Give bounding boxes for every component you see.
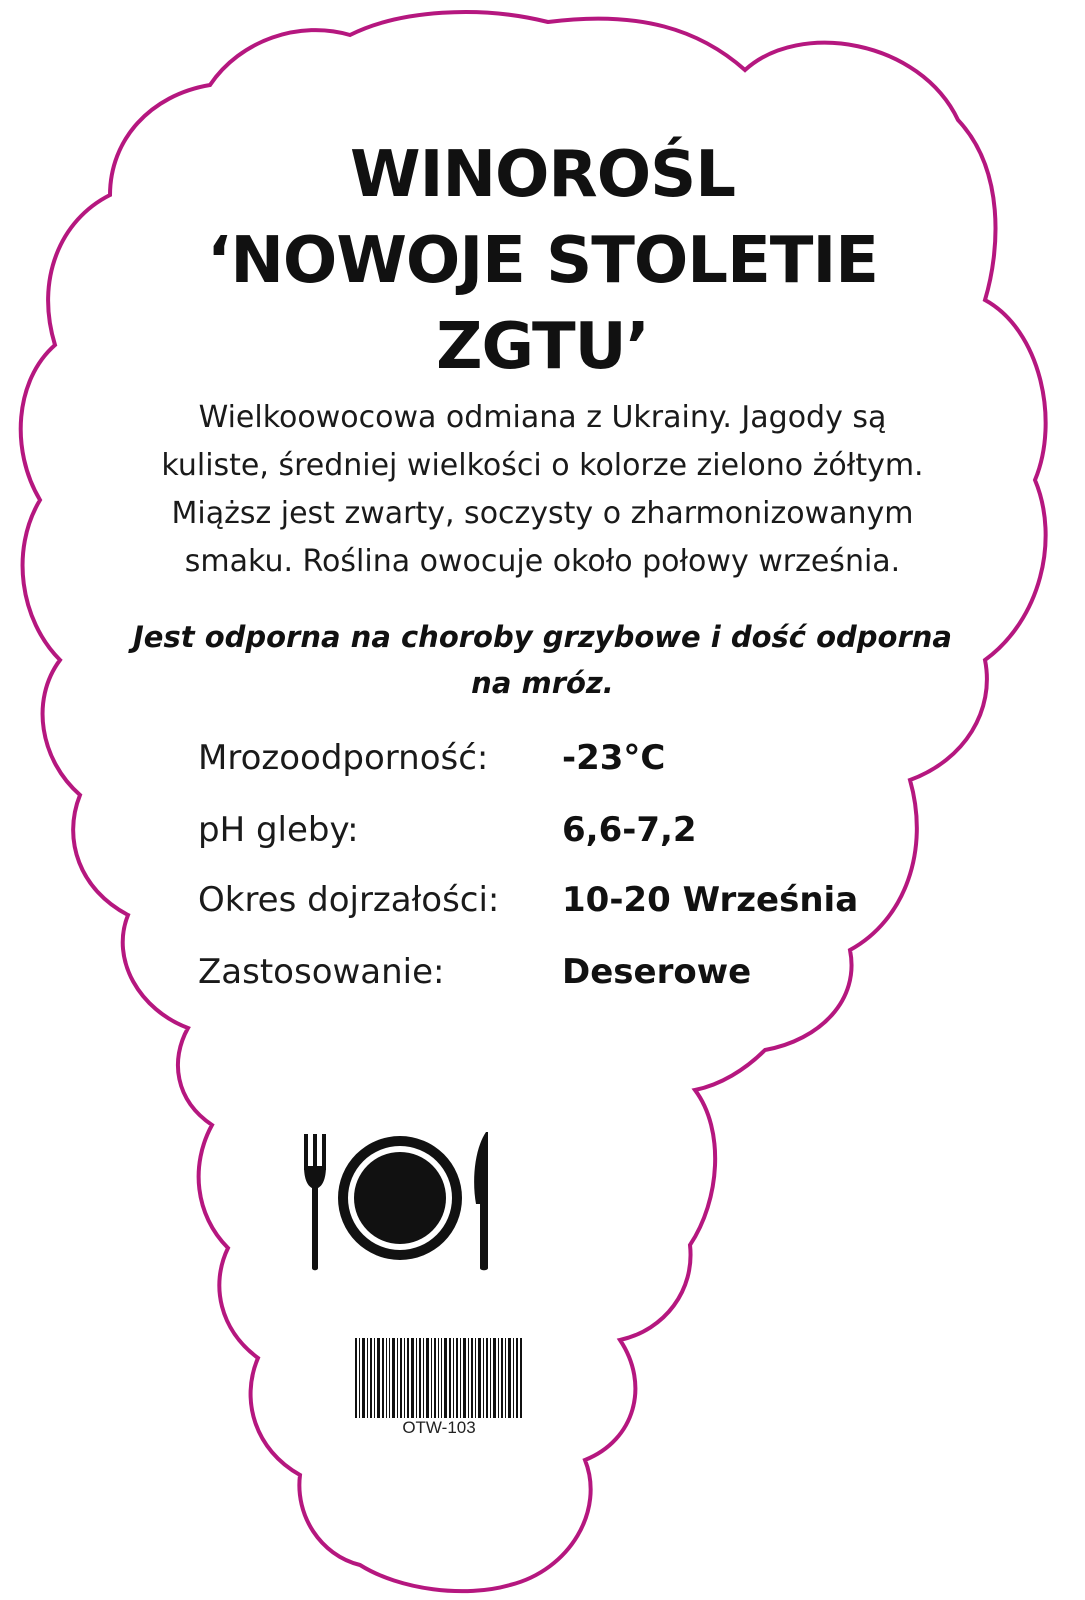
product-code: OTW-103 xyxy=(402,1418,476,1437)
description-line-4: smaku. Roślina owocuje około połowy września. xyxy=(184,544,901,579)
product-title-line-1: WINOROŚL xyxy=(350,138,735,212)
product-title-line-2: ‘NOWOJE STOLETIE xyxy=(207,224,878,298)
knife-icon xyxy=(474,1132,488,1270)
description-line-2: kuliste, średniej wielkości o kolorze zielono żółtym. xyxy=(161,448,924,483)
soil-ph-label: pH gleby: xyxy=(198,810,359,850)
resistance-note-line-1: Jest odporna na choroby grzybowe i dość odporna xyxy=(133,620,952,654)
plate-icon xyxy=(338,1136,462,1260)
soil-ph-value: 6,6-7,2 xyxy=(562,810,697,850)
frost-resistance-label: Mrozoodporność: xyxy=(198,738,489,778)
description-line-3: Miąższ jest zwarty, soczysty o zharmonizowanym xyxy=(171,496,914,531)
description-line-1: Wielkoowocowa odmiana z Ukrainy. Jagody są xyxy=(198,400,887,435)
frost-resistance-value: -23°C xyxy=(562,738,666,778)
plate-fork-knife-icon xyxy=(300,1132,510,1272)
usage-label: Zastosowanie: xyxy=(198,952,445,992)
usage-value: Deserowe xyxy=(562,952,752,992)
fork-icon xyxy=(304,1134,326,1270)
resistance-note-line-2: na mróz. xyxy=(471,666,614,700)
ripening-period-label: Okres dojrzałości: xyxy=(198,880,500,920)
barcode xyxy=(355,1338,523,1420)
ripening-period-value: 10-20 Września xyxy=(562,880,859,920)
product-title-line-3: ZGTU’ xyxy=(436,310,649,384)
